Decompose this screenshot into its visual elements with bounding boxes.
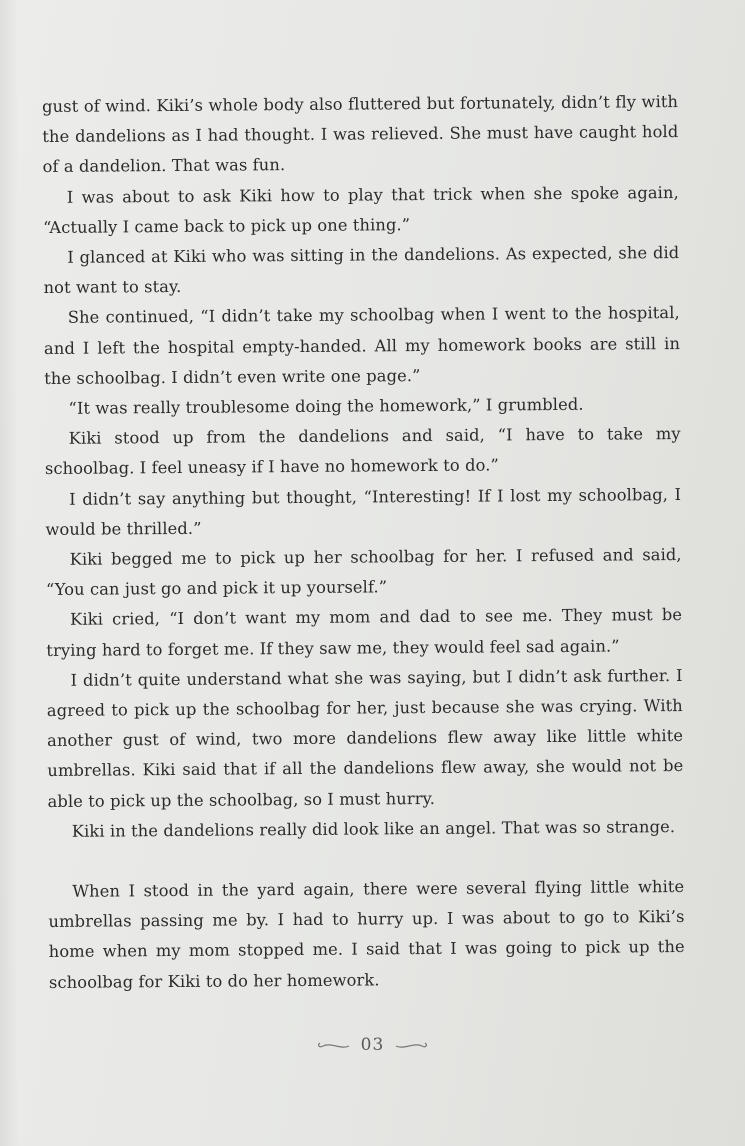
paragraph: I glanced at Kiki who was sitting in the dandelions. As expected, she did not want to stay. (43, 243, 680, 298)
paragraph: She continued, “I didn’t take my schoolbag when I went to the hospital, and I left the hospital empty-handed. All my homework books are still in the schoolbag. I didn’t even write one page.” (43, 303, 681, 388)
page-number: 03 (360, 1035, 385, 1055)
paragraph: “It was really troublesome doing the homework,” I grumbled. (68, 394, 584, 418)
paragraph-section-start: When I stood in the yard again, there were several flying little white umbrellas passing me by. I had to hurry up. I was about to go to Kiki’s home when my mom stopped me. I said that I was going to pick up the schoolbag for Kiki to do her homework. (48, 877, 685, 992)
paragraph: I was about to ask Kiki how to play that trick when she spoke again, “Actually I came back to pick up one thing.” (42, 182, 679, 237)
paragraph: Kiki stood up from the dandelions and said, “I have to take my schoolbag. I feel uneasy if I have no homework to do.” (44, 424, 681, 479)
right-flourish-icon (394, 1038, 430, 1052)
page-gutter-shadow (0, 0, 18, 1146)
paragraph: Kiki begged me to pick up her schoolbag for her. I refused and said, “You can just go and pick it up yourself.” (45, 545, 682, 600)
paragraph: Kiki cried, “I don’t want my mom and dad to see me. They must be trying hard to forget me. If they saw me, they would feel sad again.” (46, 605, 683, 660)
paragraph: gust of wind. Kiki’s whole body also fluttered but fortunately, didn’t fly with the dandelions as I had thought. I was relieved. She must have caught hold of a dandelion. That was fun. (42, 92, 679, 177)
paragraph: I didn’t say anything but thought, “Interesting! If I lost my schoolbag, I would be thrilled.” (45, 484, 682, 539)
page-folio (0, 1035, 745, 1055)
paragraph: I didn’t quite understand what she was saying, but I didn’t ask further. I agreed to pick up the schoolbag for her, just because she was crying. With another gust of wind, two more dandelions flew away like little white umbrellas. Kiki said that if all the dandelions flew away, she would not be able to pick up the schoolbag, so I must hurry. (46, 665, 684, 811)
body-text (42, 87, 685, 998)
left-flourish-icon (315, 1038, 351, 1052)
paragraph: Kiki in the dandelions really did look like an angel. That was so strange. (71, 816, 676, 841)
